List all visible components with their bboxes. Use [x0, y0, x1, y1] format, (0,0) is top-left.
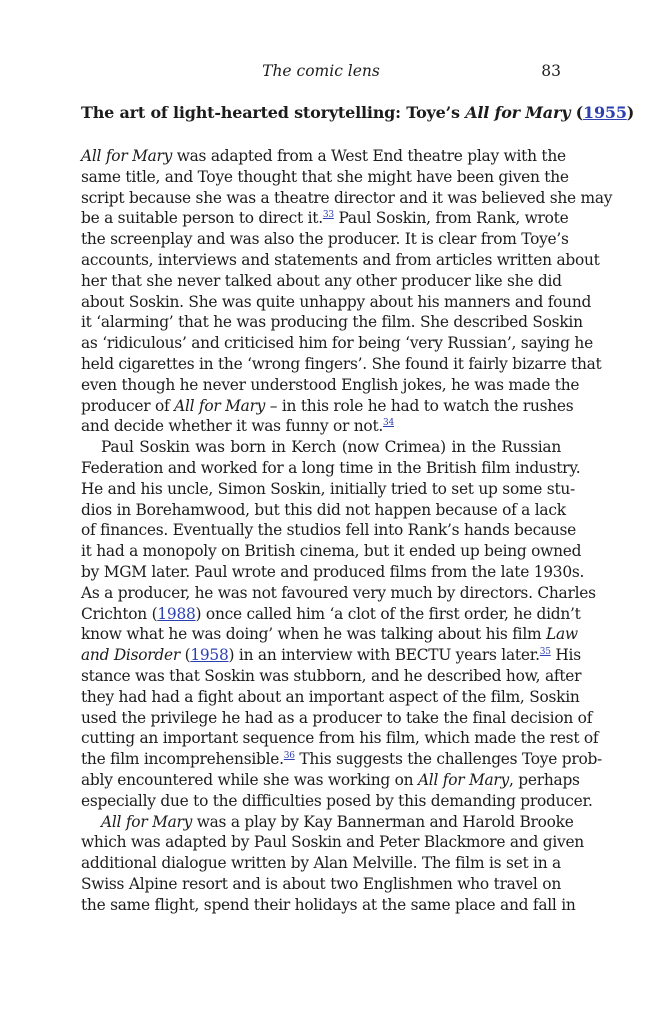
text-line — [81, 770, 580, 791]
italic-title: and Disorder — [81, 646, 180, 665]
text-line — [81, 832, 584, 853]
text-segment: they had had a fight about an important aspect of the film, Soskin — [81, 687, 580, 706]
text-line — [81, 728, 599, 749]
text-segment: same title, and Toye thought that she might have been given the — [81, 167, 569, 186]
text-segment: about Soskin. She was quite unhappy about his manners and found — [81, 292, 592, 311]
footnote-link[interactable]: 36 — [283, 751, 295, 762]
text-segment: ) once called him ‘a clot of the first order, he didn’t — [195, 604, 581, 623]
text-line — [81, 312, 583, 333]
text-segment: script because she was a theatre director and it was believed she may — [81, 188, 613, 207]
text-segment: ably encountered while she was working on — [81, 770, 418, 789]
text-line — [81, 562, 585, 583]
text-line — [81, 708, 593, 729]
text-line — [81, 229, 569, 250]
text-segment: the same flight, spend their holidays at the same place and fall in — [81, 895, 576, 914]
text-segment: was adapted from a West End theatre play with the — [172, 147, 566, 165]
text-segment: ( — [179, 646, 191, 665]
text-line — [81, 292, 592, 313]
text-line — [81, 687, 580, 708]
italic-title: All for Mary — [101, 812, 193, 831]
footnote-marker — [284, 751, 295, 761]
footnote-marker — [323, 210, 334, 220]
text-segment: , perhaps — [509, 770, 580, 789]
text-line — [81, 583, 596, 604]
text-line — [81, 791, 593, 812]
text-line — [81, 604, 581, 625]
text-segment: especially due to the difficulties posed by this demanding producer. — [81, 791, 593, 810]
text-segment: of finances. Eventually the studios fell into Rank’s hands because — [81, 521, 577, 540]
text-line — [81, 895, 576, 916]
text-line — [81, 146, 566, 167]
text-line — [81, 167, 569, 188]
page-number: 83 — [541, 62, 561, 80]
footnote-link[interactable]: 35 — [539, 647, 551, 658]
text-line — [81, 541, 582, 562]
footnote-marker — [540, 647, 551, 657]
text-segment: This suggests the challenges Toye prob- — [294, 750, 603, 769]
text-line — [81, 437, 561, 458]
text-line — [81, 416, 561, 437]
text-line — [81, 188, 613, 209]
text-segment: His — [550, 646, 581, 665]
year-reference-link[interactable]: 1958 — [190, 646, 229, 665]
text-segment: cutting an important sequence from his film, which made the rest of — [81, 729, 599, 748]
text-segment: Federation and worked for a long time in the British film industry. — [81, 458, 581, 477]
text-line — [81, 853, 561, 874]
text-line — [81, 271, 561, 292]
text-segment: Paul Soskin, from Rank, wrote — [333, 209, 569, 228]
text-segment: Paul Soskin was born in Kerch (now Crimea) in the Russian — [101, 438, 561, 457]
heading-text: The art of light-hearted storytelling: Toye’s — [81, 103, 466, 122]
heading-paren-open: ( — [570, 103, 584, 122]
text-segment: Crichton ( — [81, 604, 158, 623]
text-line — [81, 812, 574, 833]
text-segment: her that she never talked about any other producer like she did — [81, 271, 562, 290]
text-line — [81, 749, 603, 770]
text-line — [81, 645, 581, 666]
text-segment: As a producer, he was not favoured very much by directors. Charles — [81, 583, 596, 602]
footnote-link[interactable]: 34 — [383, 418, 394, 429]
italic-title: All for Mary — [174, 396, 266, 415]
text-line — [81, 396, 574, 417]
text-segment: by MGM later. Paul wrote and produced films from the late 1930s. — [81, 562, 585, 581]
heading-film-title: All for Mary — [465, 103, 571, 122]
text-segment: stance was that Soskin was stubborn, and he described how, after — [81, 666, 582, 685]
text-segment: it had a monopoly on British cinema, but it ended up being owned — [81, 542, 582, 561]
italic-title: Law — [545, 625, 578, 644]
text-segment: which was adapted by Paul Soskin and Peter Blackmore and given — [81, 833, 584, 852]
text-segment: dios in Borehamwood, but this did not happen because of a lack — [81, 500, 566, 519]
text-line — [81, 520, 577, 541]
text-segment: the screenplay and was also the producer. It is clear from Toye’s — [81, 230, 569, 249]
text-line — [81, 375, 580, 396]
text-segment: ) in an interview with BECTU years later. — [228, 646, 540, 665]
text-line — [81, 354, 602, 375]
text-segment: used the privilege he had as a producer to take the final decision of — [81, 708, 593, 727]
text-segment: be a suitable person to direct it. — [81, 209, 323, 228]
section-heading — [81, 103, 635, 122]
text-segment: producer of — [81, 396, 175, 415]
text-segment: it ‘alarming’ that he was producing the film. She described Soskin — [81, 313, 583, 332]
text-line — [81, 624, 578, 645]
text-segment: was a play by Kay Bannerman and Harold Brooke — [192, 812, 574, 831]
text-line — [81, 250, 600, 271]
text-line — [81, 208, 569, 229]
body-text — [81, 146, 613, 915]
italic-title: All for Mary — [417, 770, 509, 789]
text-line — [81, 874, 561, 895]
text-segment: Swiss Alpine resort and is about two Englishmen who travel on — [81, 874, 561, 893]
text-line — [81, 333, 593, 354]
running-title: The comic lens — [262, 62, 380, 80]
footnote-marker — [383, 418, 394, 428]
text-line — [81, 500, 566, 521]
text-line — [81, 458, 581, 479]
text-segment: know what he was doing’ when he was talking about his film — [81, 625, 546, 644]
text-line — [81, 479, 575, 500]
text-segment: as ‘ridiculous’ and criticised him for being ‘very Russian’, saying he — [81, 334, 593, 353]
heading-paren-close: ) — [626, 103, 635, 122]
text-segment: even though he never understood English jokes, he was made the — [81, 375, 580, 394]
text-segment: – in this role he had to watch the rushes — [265, 396, 574, 415]
italic-title: All for Mary — [81, 147, 173, 165]
year-reference-link[interactable]: 1988 — [157, 604, 196, 623]
text-segment: additional dialogue written by Alan Melville. The film is set in a — [81, 854, 561, 873]
text-segment: held cigarettes in the ‘wrong fingers’. She found it fairly bizarre that — [81, 354, 602, 373]
text-line — [81, 666, 582, 687]
text-segment: and decide whether it was funny or not. — [81, 417, 384, 436]
text-segment: accounts, interviews and statements and from articles written about — [81, 250, 600, 269]
heading-year-link[interactable]: 1955 — [583, 103, 627, 122]
text-segment: He and his uncle, Simon Soskin, initially tried to set up some stu- — [81, 479, 575, 498]
footnote-link[interactable]: 33 — [322, 210, 334, 221]
running-head — [81, 62, 561, 82]
text-segment: the film incomprehensible. — [81, 750, 284, 769]
